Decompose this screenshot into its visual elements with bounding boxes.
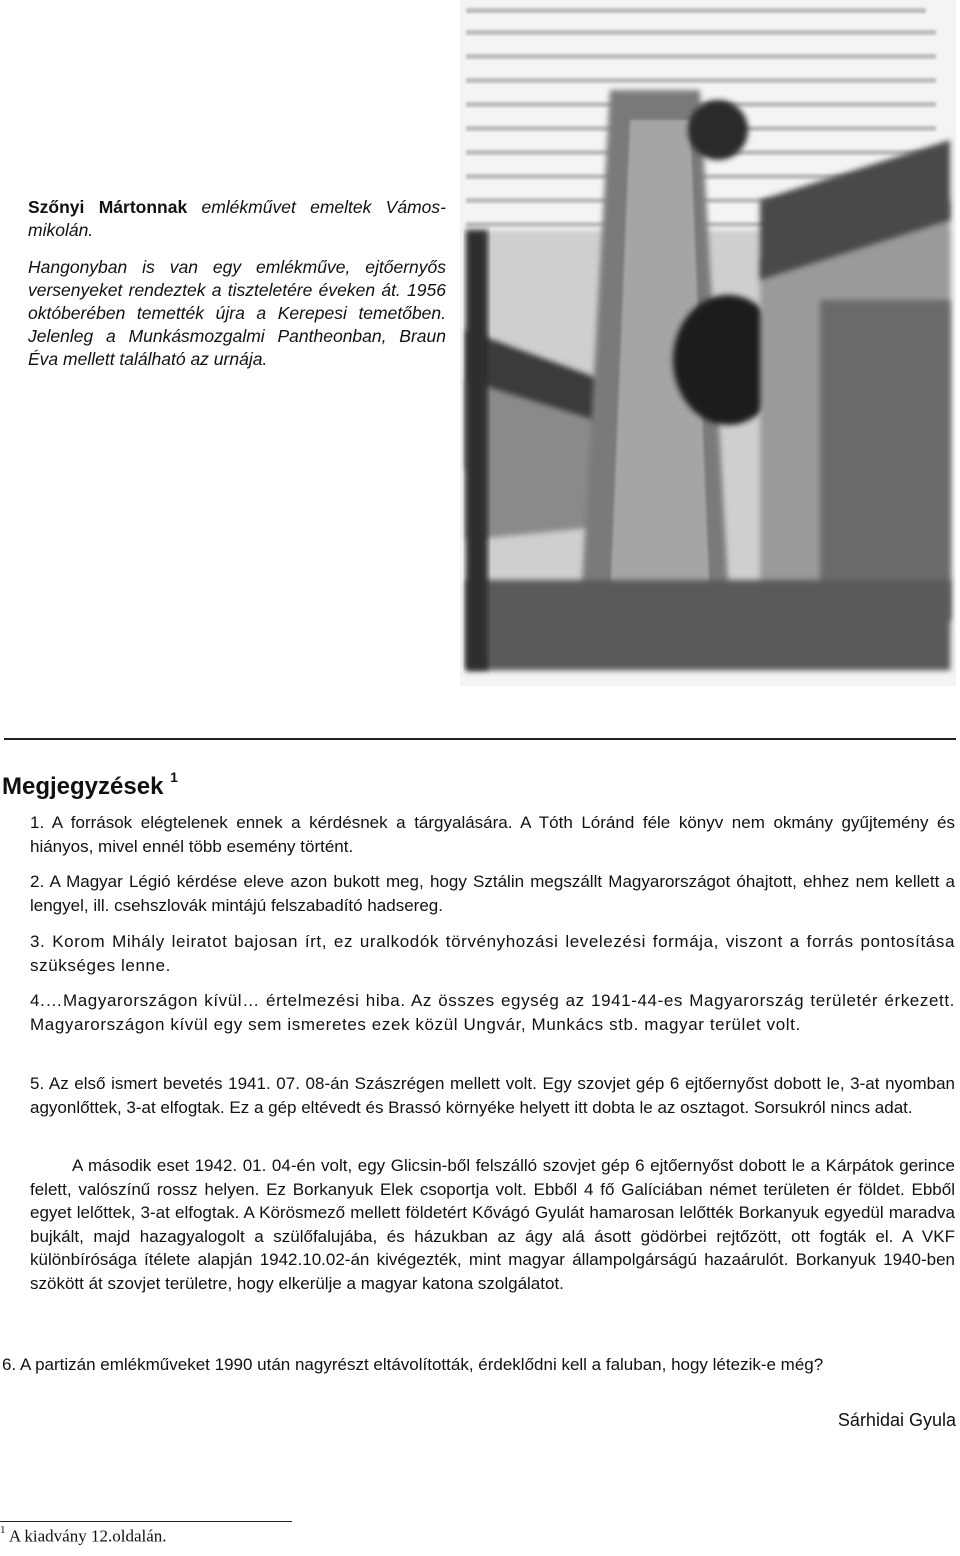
note-5: 5. Az első ismert bevetés 1941. 07. 08-án Szászrégen mellett volt. Egy szovjet gép 6 ejtőernyőst dobott le, 3-at nyomban agyonlőttek, 3-at elfogtak. Ez a gép eltévedt és Brassó környéke helyett itt dobta le az osztagot. Sorsukról nincs adat.: [30, 1074, 955, 1117]
note-1: 1. A források elégtelenek ennek a kérdésnek a tárgyalására. A Tóth Lóránd féle könyv nem okmány gyűjtemény és hiányos, mivel ennél több esemény történt.: [30, 813, 955, 856]
intro-text: [28, 196, 446, 385]
note-6: 6. A partizán emlékműveket 1990 után nagyrészt eltávolították, érdeklődni kell a faluban, hogy létezik-e még?: [2, 1355, 824, 1374]
note-5-continued: A második eset 1942. 01. 04-én volt, egy Glicsin-ből felszálló szovjet gép 6 ejtőernyőst dobott le a Kárpátok gerince felett, valószínű rossz helyen. Ez Borkanyuk Elek csoportja volt. Ebből 4 fő Galíciában német területen ér földet. Ebből egyet lelőttek, 3-at elfogtak. A Körösmező mellett földetért Kővágó Gyulát hamarosan lelőtték Borkanyuk egyedül maradva bujkált, majd hazagyalogolt a szülőfalujába, és házukban az ágy alá ásott gödörbei rejtőzött, ott fogták el. A VKF különbírósága ítélete alapján 1942.10.02-án kivégezték, mint magyar állampolgárságú hazaárulót. Borkanyuk 1940-ben szökött át szovjet területre, hogy elkerülje a magyar katona szolgálatot.: [30, 1156, 955, 1293]
footnote-divider: [0, 1521, 292, 1522]
note-4: 4.…Magyarországon kívül… értelmezési hiba. Az összes egység az 1941-44-es Magyarország területér érkezett. Magyarországon kívül egy sem ismeretes ezek közül Ungvár, Munkács stb. magyar terület volt.: [30, 991, 955, 1034]
note-2: 2. A Magyar Légió kérdése eleve azon bukott meg, hogy Sztálin megszállt Magyarországot óhajtott, ehhez nem kellett a lengyel, ill. csehszlovák mintájú felszabadító hadsereg.: [30, 872, 955, 915]
footnote: [0, 1526, 167, 1547]
footnote-number: 1: [0, 1524, 6, 1536]
section-divider: [4, 738, 956, 740]
notes-heading-text: Megjegyzések: [2, 773, 164, 800]
notes-heading: [2, 769, 178, 801]
intro-name: Szőnyi Mártonnak: [28, 197, 188, 217]
intro-memorial-text: emlékművet emeltek Vámos-mikolán.: [28, 197, 446, 240]
note-3: 3. Korom Mihály leiratot bajosan írt, ez uralkodók törvényhozási levelezési formája, viszont a forrás pontosítása szükséges lenne.: [30, 932, 955, 975]
intro-paragraph-2: [28, 256, 446, 371]
memorial-photo-image: [460, 0, 956, 686]
memorial-photo: [460, 0, 956, 686]
intro-paragraph-1: [28, 196, 446, 242]
footnote-text: A kiadvány 12.oldalán.: [8, 1526, 167, 1546]
author-signature: Sárhidai Gyula: [837, 1410, 956, 1430]
notes-heading-footnote-ref: 1: [170, 769, 178, 785]
intro-hangony-text: Hangonyban is van egy emlékműve, ejtőernyős versenyeket rendeztek a tiszteletére éveken át. 1956 októberében temették újra a Kerepesi temetőben. Jelenleg a Munkásmozgalmi Pantheonban, Braun Éva mellett található az urnája.: [28, 257, 446, 369]
